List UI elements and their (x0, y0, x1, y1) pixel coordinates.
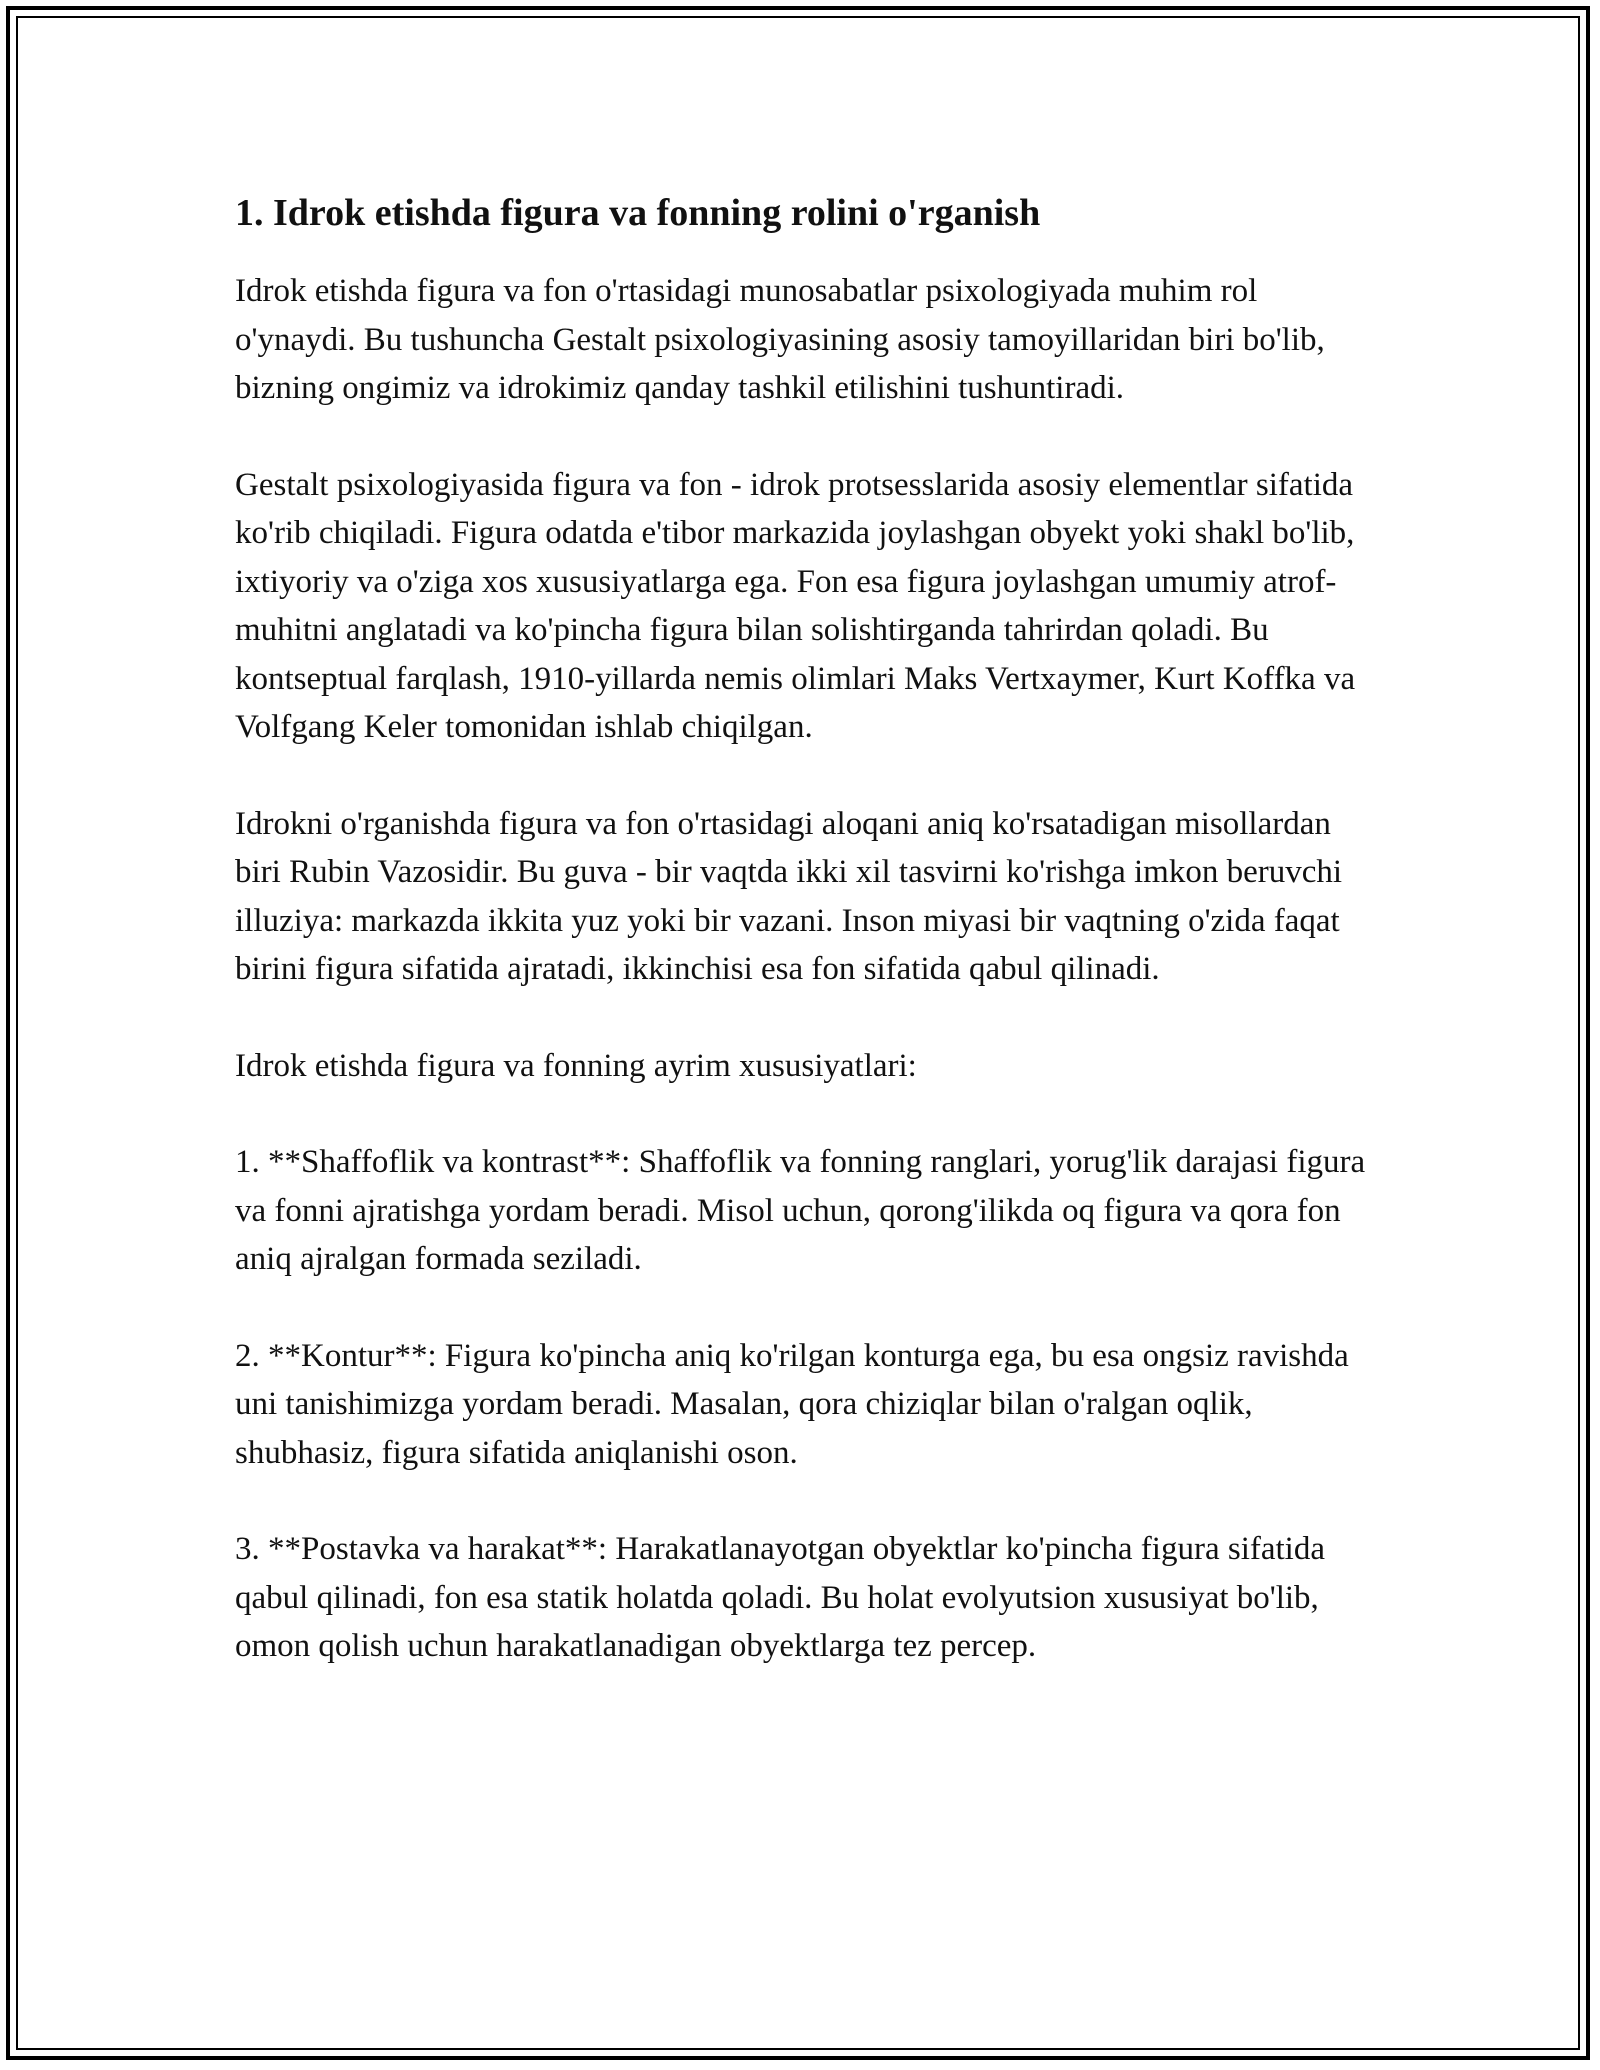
list-item-contour: 2. **Kontur**: Figura ko'pincha aniq ko'rilgan konturga ega, bu esa ongsiz ravishda uni tanishimizga yordam beradi. Masalan, qora chiziqlar bilan o'ralgan oqlik, shubhasiz, figura sifatida aniqlanishi oson. (235, 1337, 1349, 1471)
paragraph-intro: Idrok etishda figura va fon o'rtasidagi munosabatlar psixologiyada muhim rol o'ynaydi. Bu tushuncha Gestalt psixologiyasining asosiy tamoyillaridan biri bo'lib, bizning ongimiz va idrokimiz qanday tashkil etilishini tushuntiradi. (235, 273, 1325, 406)
list-item-motion: 3. **Postavka va harakat**: Harakatlanayotgan obyektlar ko'pincha figura sifatida qabul qilinadi, fon esa statik holatda qoladi. Bu holat evolyutsion xususiyat bo'lib, omon qolish uchun harakatlanadigan obyektlarga tez percep. (235, 1531, 1325, 1664)
document-body (235, 185, 1370, 1719)
document-title: 1. Idrok etishda figura va fonning rolini o'rganish (235, 192, 1041, 234)
paragraph-gestalt: Gestalt psixologiyasida figura va fon - idrok protsesslarida asosiy elementlar sifatida ko'rib chiqiladi. Figura odatda e'tibor markazida joylashgan obyekt yoki shakl bo'lib, ixtiyoriy va o'ziga xos xususiyatlarga ega. Fon esa figura joylashgan umumiy atrof-muhitni anglatadi va ko'pincha figura bilan solishtirganda tahrirdan qoladi. Bu kontseptual farqlash, 1910-yillarda nemis olimlari Maks Vertxaymer, Kurt Koffka va Volfgang Keler tomonidan ishlab chiqilgan. (235, 466, 1356, 745)
paragraph-rubin-vase: Idrokni o'rganishda figura va fon o'rtasidagi aloqani aniq ko'rsatadigan misollardan biri Rubin Vazosidir. Bu guva - bir vaqtda ikki xil tasvirni ko'rishga imkon beruvchi illuziya: markazda ikkita yuz yoki bir vazani. Inson miyasi bir vaqtning o'zida faqat birini figura sifatida ajratadi, ikkinchisi esa fon sifatida qabul qilinadi. (235, 805, 1343, 987)
paragraph-features-heading: Idrok etishda figura va fonning ayrim xususiyatlari: (235, 1047, 917, 1084)
list-item-transparency-contrast: 1. **Shaffoflik va kontrast**: Shaffoflik va fonning ranglari, yorug'lik darajasi figura va fonni ajratishga yordam beradi. Misol uchun, qorong'ilikda oq figura va qora fon aniq ajralgan formada seziladi. (235, 1144, 1366, 1277)
